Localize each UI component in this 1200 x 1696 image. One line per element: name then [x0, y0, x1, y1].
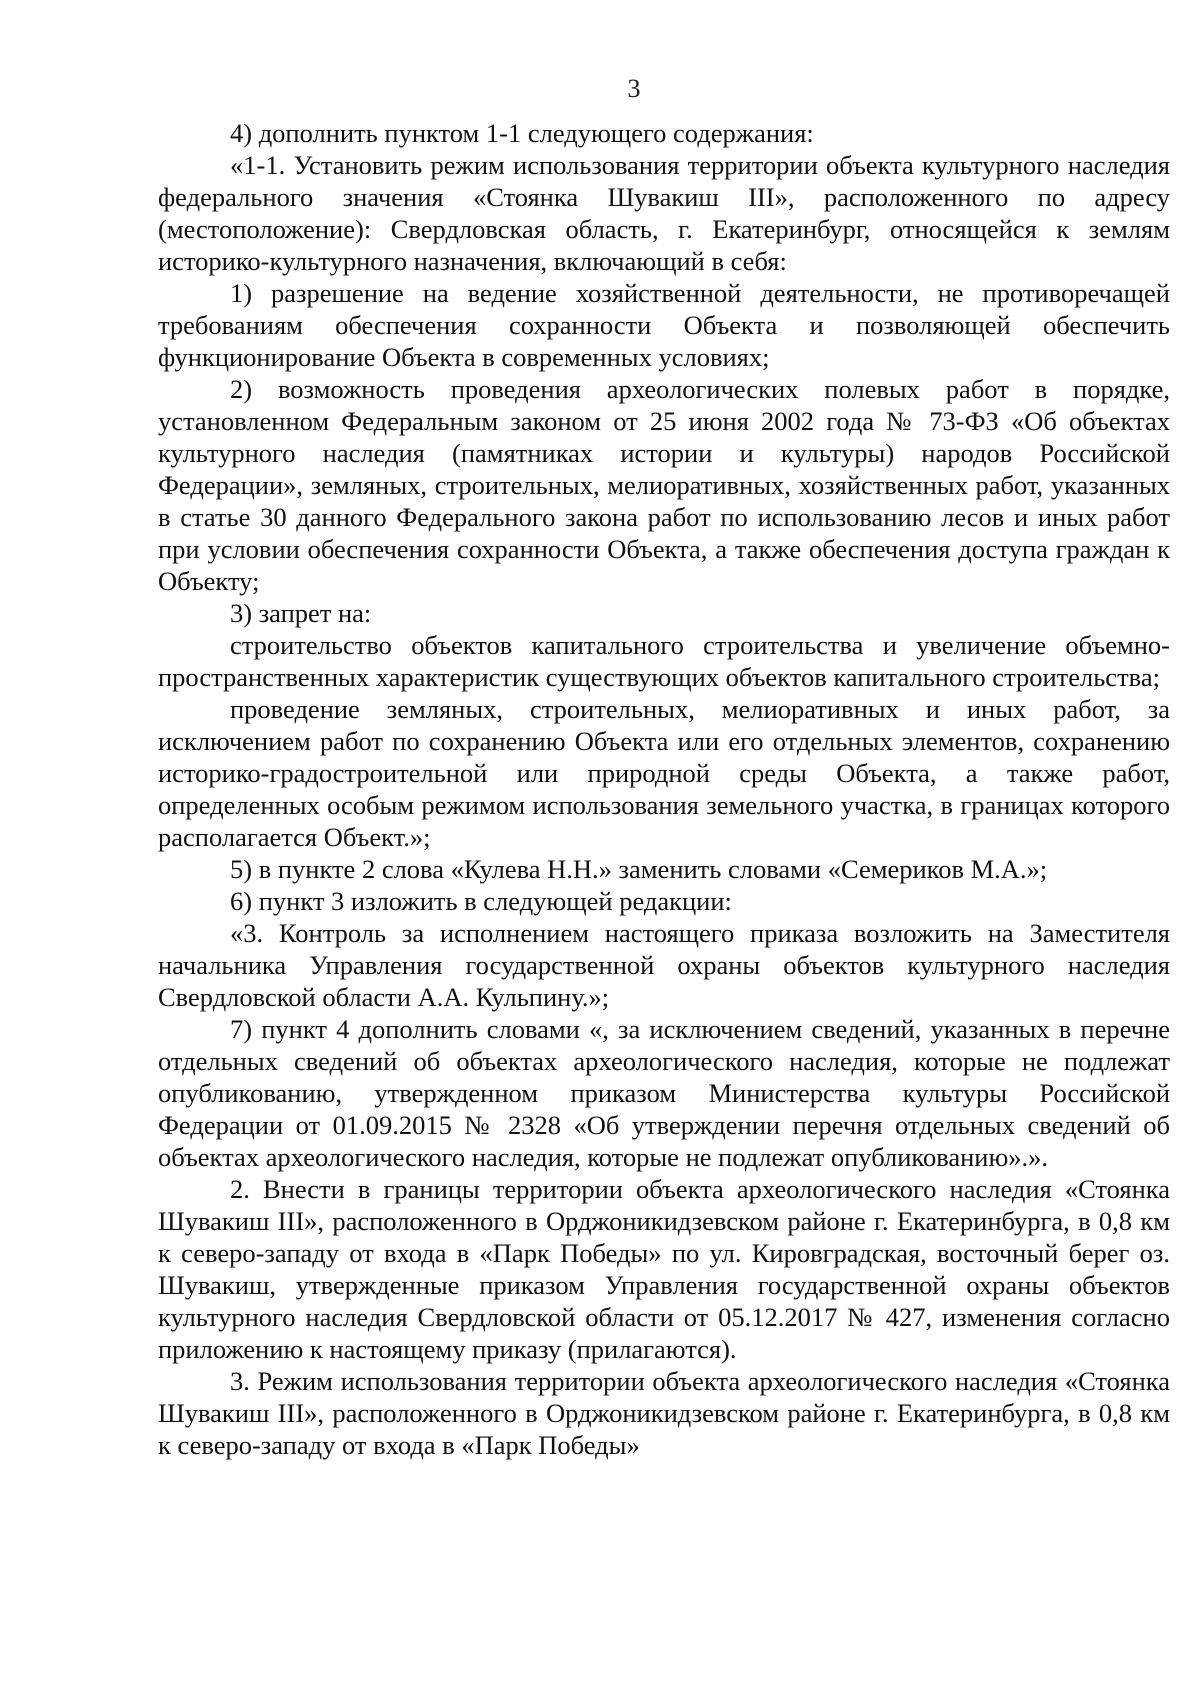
paragraph-prohibition-works: проведение земляных, строительных, мелиоративных и иных работ, за исключением работ по сохранению Объекта или его отдельных элементов, сохранению историко-градостроительной или природной среды Объекта, а также работ, определенных особым режимом использования земельного участка, в границах которого располагается Объект.»; [158, 694, 1170, 852]
paragraph-control-clause: «3. Контроль за исполнением настоящего приказа возложить на Заместителя начальника Управления государственной охраны объектов культурного наследия Свердловской области А.А. Кульпину.»; [158, 918, 1170, 1012]
paragraph-permission-1: 1) разрешение на ведение хозяйственной деятельности, не противоречащей требованиям обеспечения сохранности Объекта и позволяющей обеспечить функционирование Объекта в современных условиях; [158, 278, 1170, 372]
paragraph-amendment-7: 7) пункт 4 дополнить словами «, за исключением сведений, указанных в перечне отдельных сведений об объектах археологического наследия, которые не подлежат опубликованию, утвержденном приказом Министерства культуры Российской Федерации от 01.09.2015 № 2328 «Об утверждении перечня отдельных сведений об объектах археологического наследия, которые не подлежат опубликованию».». [158, 1014, 1170, 1172]
paragraph-amendment-4: 4) дополнить пунктом 1-1 следующего содержания: [230, 118, 814, 148]
paragraph-permission-2: 2) возможность проведения археологических полевых работ в порядке, установленном Федеральным законом от 25 июня 2002 года № 73-ФЗ «Об объектах культурного наследия (памятниках истории и культуры) народов Российской Федерации», земляных, строительных, мелиоративных, хозяйственных работ, указанных в статье 30 данного Федерального закона работ по использованию лесов и иных работ при условии обеспечения сохранности Объекта, а также обеспечения доступа граждан к Объекту; [158, 374, 1170, 596]
document-body [158, 117, 1170, 1461]
paragraph-prohibition-3: 3) запрет на: [230, 598, 372, 628]
paragraph-point-2: 2. Внести в границы территории объекта археологического наследия «Стоянка Шувакиш III», расположенного в Орджоникидзевском районе г. Екатеринбурга, в 0,8 км к северо-западу от входа в «Парк Победы» по ул. Кировградская, восточный берег оз. Шувакиш, утвержденные приказом Управления государственной охраны объектов культурного наследия Свердловской области от 05.12.2017 № 427, изменения согласно приложению к настоящему приказу (прилагаются). [158, 1174, 1170, 1364]
paragraph-prohibition-construction: строительство объектов капитального строительства и увеличение объемно-пространственных характеристик существующих объектов капитального строительства; [158, 630, 1170, 692]
page-number: 3 [627, 74, 641, 103]
paragraph-item-1-1: «1-1. Установить режим использования территории объекта культурного наследия федерального значения «Стоянка Шувакиш III», расположенного по адресу (местоположение): Свердловская область, г. Екатеринбург, относящейся к землям историко-культурного назначения, включающий в себя: [158, 150, 1170, 276]
paragraph-amendment-6: 6) пункт 3 изложить в следующей редакции: [230, 886, 732, 916]
paragraph-point-3: 3. Режим использования территории объекта археологического наследия «Стоянка Шувакиш III», расположенного в Орджоникидзевском районе г. Екатеринбурга, в 0,8 км к северо-западу от входа в «Парк Победы» [158, 1366, 1170, 1460]
paragraph-amendment-5: 5) в пункте 2 слова «Кулева Н.Н.» заменить словами «Семериков М.А.»; [230, 854, 1048, 884]
